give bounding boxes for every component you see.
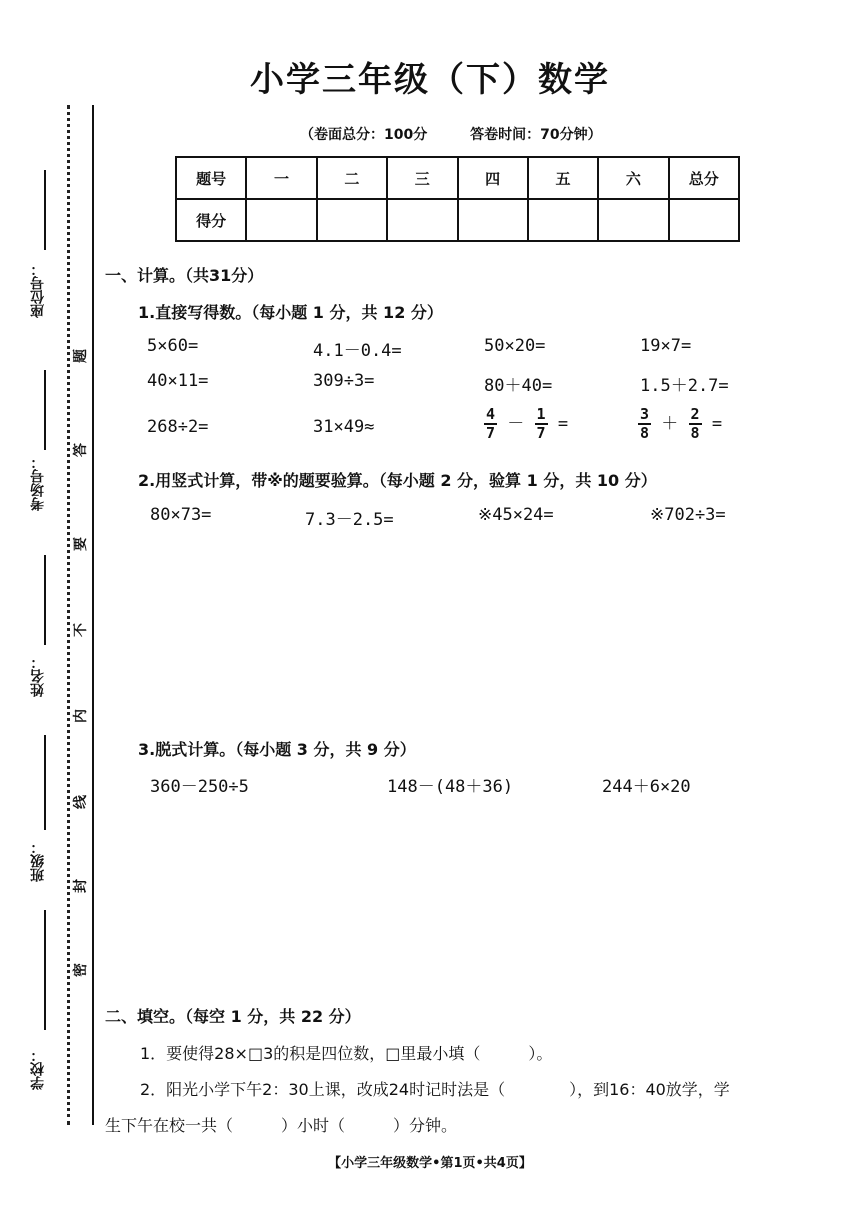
seal-char: 要	[73, 537, 89, 551]
score-cell: 一	[246, 157, 316, 199]
fill-question-2-cont: 生下午在校一共（ ）小时（ ）分钟。	[105, 1116, 458, 1135]
seat-number-label: 座位号：	[30, 262, 46, 318]
score-input-cell[interactable]	[669, 199, 739, 241]
equals: =	[711, 414, 723, 434]
seal-solid-line	[92, 105, 94, 1125]
school-blank-line	[44, 910, 46, 1030]
name-blank-line	[44, 555, 46, 645]
score-cell: 四	[458, 157, 528, 199]
name-label: 姓名：	[30, 655, 46, 697]
fraction	[484, 406, 497, 442]
step-calc-problem: 148－(48＋36)	[387, 777, 514, 797]
seal-char: 答	[73, 443, 89, 457]
denominator: 8	[640, 424, 650, 442]
oral-problem: 4.1－0.4=	[313, 341, 402, 361]
oral-problem: 80＋40=	[484, 376, 553, 396]
total-score: （卷面总分：100分	[300, 127, 428, 143]
oral-problem: 1.5＋2.7=	[640, 376, 729, 396]
exam-info	[300, 124, 640, 144]
class-label: 班级：	[30, 840, 46, 882]
section2-heading: 二、填空。（每空 1 分，共 22 分）	[105, 1007, 361, 1026]
seal-char: 内	[73, 709, 89, 723]
score-table	[175, 156, 740, 242]
denominator: 7	[486, 424, 496, 442]
score-cell: 三	[387, 157, 457, 199]
fraction	[638, 406, 651, 442]
vertical-calc-problem: ※702÷3=	[650, 505, 726, 525]
operator: －	[507, 414, 525, 434]
fraction-problem	[484, 406, 568, 442]
score-cell: 六	[598, 157, 668, 199]
score-input-cell[interactable]	[317, 199, 387, 241]
numerator: 1	[536, 405, 546, 423]
seal-char: 封	[73, 879, 89, 893]
step-calc-problem: 244＋6×20	[602, 777, 691, 797]
vertical-calc-problem: 7.3－2.5=	[305, 510, 394, 530]
exam-room-label: 考场号：	[30, 455, 46, 511]
seal-char: 不	[73, 623, 89, 637]
fill-question-2: 2．阳光小学下午2：30上课，改成24时记时法是（ ），到16：40放学，学	[140, 1080, 730, 1099]
seat-blank-line	[44, 170, 46, 250]
score-cell: 总分	[669, 157, 739, 199]
q2-heading: 2.用竖式计算，带※的题要验算。（每小题 2 分，验算 1 分，共 10 分）	[138, 471, 657, 490]
score-input-cell[interactable]	[598, 199, 668, 241]
fill-question-1: 1．要使得28×□3的积是四位数，□里最小填（ ）。	[140, 1044, 553, 1063]
oral-problem: 50×20=	[484, 336, 546, 356]
vertical-calc-problem: ※45×24=	[478, 505, 554, 525]
fraction-problem	[638, 406, 722, 442]
oral-problem: 40×11=	[147, 371, 209, 391]
score-table-score-row	[176, 199, 739, 241]
fraction	[535, 406, 548, 442]
oral-problem: 268÷2=	[147, 417, 209, 437]
step-calc-problem: 360－250÷5	[150, 777, 249, 797]
oral-problem: 5×60=	[147, 336, 199, 356]
exam-time: 答卷时间：70分钟）	[470, 127, 602, 143]
school-label: 学校：	[30, 1048, 46, 1090]
score-cell: 题号	[176, 157, 246, 199]
class-blank-line	[44, 735, 46, 830]
page-footer: 【小学三年级数学•第1页•共4页】	[328, 1156, 532, 1171]
denominator: 7	[536, 424, 546, 442]
operator: ＋	[661, 414, 679, 434]
equals: =	[557, 414, 569, 434]
page-title: 小学三年级（下）数学	[250, 60, 610, 100]
oral-problem: 31×49≈	[313, 417, 375, 437]
q1-heading: 1.直接写得数。（每小题 1 分，共 12 分）	[138, 303, 443, 322]
score-input-cell[interactable]	[246, 199, 316, 241]
score-cell: 五	[528, 157, 598, 199]
numerator: 4	[486, 405, 496, 423]
score-input-cell[interactable]	[387, 199, 457, 241]
seal-char: 密	[73, 963, 89, 977]
seal-char: 线	[73, 795, 89, 809]
score-input-cell[interactable]	[458, 199, 528, 241]
q3-heading: 3.脱式计算。（每小题 3 分，共 9 分）	[138, 740, 416, 759]
oral-problem: 309÷3=	[313, 371, 375, 391]
section1-heading: 一、计算。（共31分）	[105, 266, 264, 285]
numerator: 2	[690, 405, 700, 423]
denominator: 8	[690, 424, 700, 442]
vertical-calc-problem: 80×73=	[150, 505, 212, 525]
oral-problem: 19×7=	[640, 336, 692, 356]
room-blank-line	[44, 370, 46, 450]
score-cell: 二	[317, 157, 387, 199]
score-cell: 得分	[176, 199, 246, 241]
seal-char: 题	[73, 349, 89, 363]
numerator: 3	[640, 405, 650, 423]
score-input-cell[interactable]	[528, 199, 598, 241]
score-table-header-row	[176, 157, 739, 199]
fraction	[689, 406, 702, 442]
